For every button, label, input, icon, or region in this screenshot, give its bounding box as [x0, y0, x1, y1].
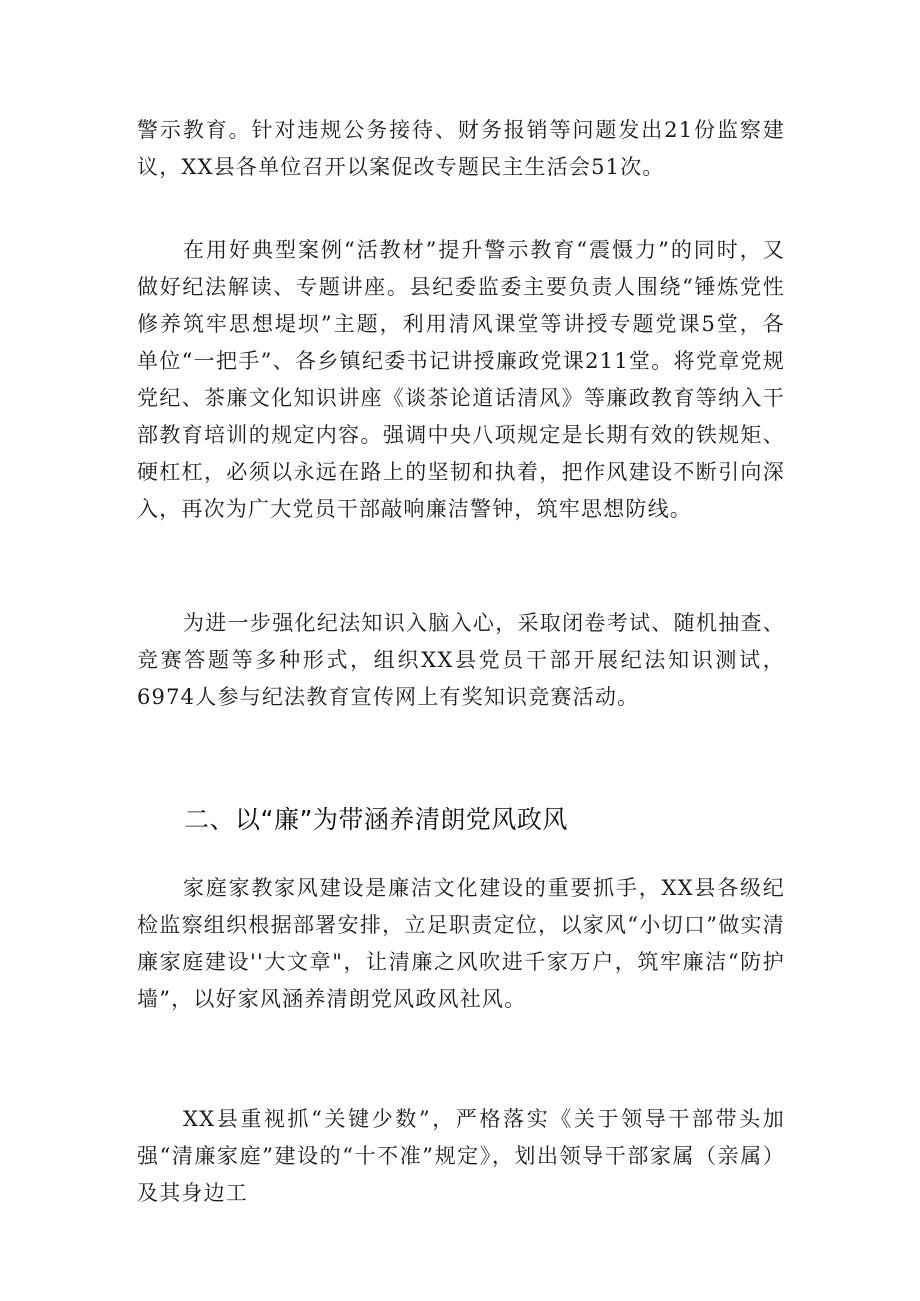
- paragraph-family-tradition: 家庭家教家风建设是廉洁文化建设的重要抓手，XX县各级纪检监察组织根据部署安排，立足职责定位，以家风“小切口”做实清廉家庭建设''大文章"，让清廉之风吹进千家万户，筑牢廉洁“防护墙”，以好家风涵养清朗党风政风社风。: [137, 876, 785, 1011]
- paragraph-knowledge-test: 为进一步强化纪法知识入脑入心，采取闭卷考试、随机抽查、竞赛答题等多种形式，组织XX县党员干部开展纪法知识测试，6974人参与纪法教育宣传网上有奖知识竞赛活动。: [137, 611, 785, 709]
- section-heading: 二、以“廉”为带涵养清朗党风政风: [184, 805, 568, 834]
- paragraph-warning-education: 警示教育。针对违规公务接待、财务报销等问题发出21份监察建议，XX县各单位召开以案促改专题民主生活会51次。: [137, 118, 785, 179]
- paragraph-lectures: 在用好典型案例“活教材”提升警示教育“震慑力”的同时，又做好纪法解读、专题讲座。县纪委监委主要负责人围绕“锤炼党性修养筑牢思想堤坝”主题，利用清风课堂等讲授专题党课5堂，各单位“一把手”、各乡镇纪委书记讲授廉政党课211堂。将党章党规党纪、茶廉文化知识讲座《谈茶论道话清风》等廉政教育等纳入干部教育培训的规定内容。强调中央八项规定是长期有效的铁规矩、硬杠杠，必须以永远在路上的坚韧和执着，把作风建设不断引向深入，再次为广大党员干部敲响廉洁警钟，筑牢思想防线。: [137, 238, 785, 521]
- paragraph-key-minority: XX县重视抓“关键少数”，严格落实《关于领导干部带头加强“清廉家庭”建设的“十不准”规定》，划出领导干部家属（亲属）及其身边工: [137, 1107, 785, 1205]
